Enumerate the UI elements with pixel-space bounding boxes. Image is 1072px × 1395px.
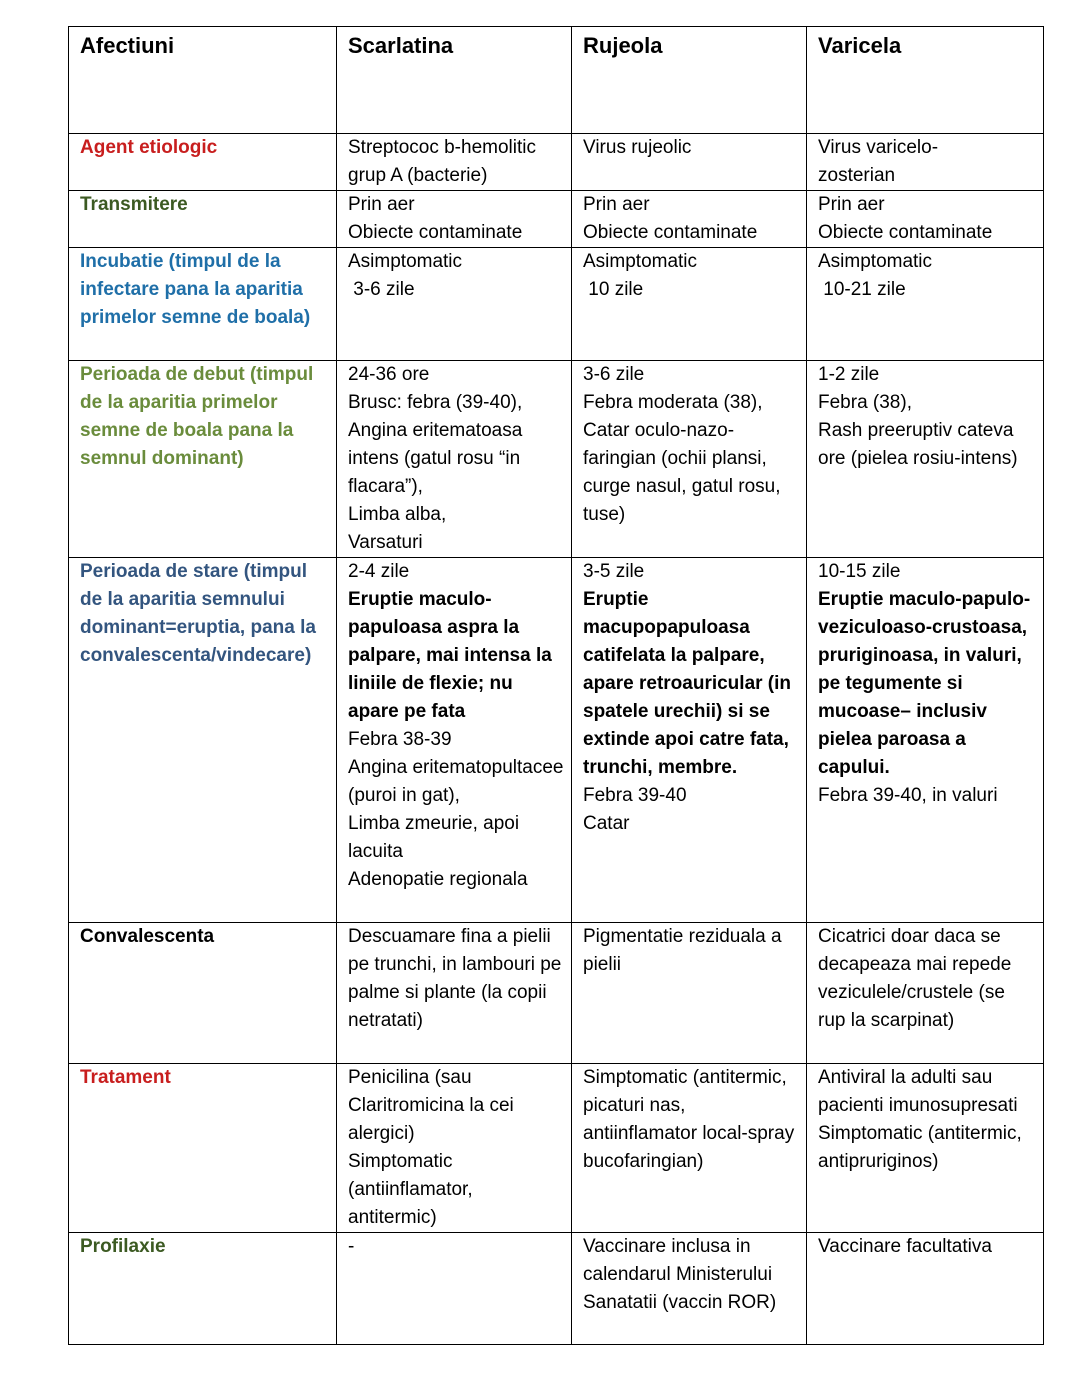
cell-text: Obiecte contaminate xyxy=(818,222,993,243)
cell-text: 2-4 zile xyxy=(348,561,410,582)
cell-varicela xyxy=(807,1233,1044,1345)
cell-text: Obiecte contaminate xyxy=(348,222,523,243)
cell-text: 24-36 ore xyxy=(348,364,430,385)
header-varicela: Varicela xyxy=(807,27,1044,134)
header-rujeola: Rujeola xyxy=(572,27,807,134)
cell-text: Virus rujeolic xyxy=(583,137,692,158)
row-label: Incubatie (timpul de la infectare pana la aparitia primelor semne de boala) xyxy=(69,248,337,361)
cell-text: Catar xyxy=(583,813,630,834)
cell-scarlatina xyxy=(337,191,572,248)
cell-text: Brusc: febra (39-40), xyxy=(348,392,523,413)
cell-text: Prin aer xyxy=(583,194,650,215)
cell-text: Vaccinare inclusa in calendarul Ministerului Sanatatii (vaccin ROR) xyxy=(583,1236,778,1313)
cell-varicela xyxy=(807,923,1044,1064)
cell-text: Febra 38-39 xyxy=(348,729,452,750)
cell-scarlatina xyxy=(337,1064,572,1233)
cell-rujeola xyxy=(572,361,807,558)
cell-scarlatina xyxy=(337,558,572,923)
cell-text: Descuamare fina a pielii pe trunchi, in lambouri pe palme si plante (la copii netratati) xyxy=(348,926,567,1031)
cell-scarlatina xyxy=(337,134,572,191)
table-row xyxy=(69,134,1044,191)
cell-text: Limba zmeurie, apoi lacuita xyxy=(348,813,525,862)
cell-text: Prin aer xyxy=(348,194,415,215)
diseases-table xyxy=(68,26,1044,1345)
row-label: Agent etiologic xyxy=(69,134,337,191)
cell-text: Febra 39-40, in valuri xyxy=(818,785,998,806)
cell-text: Penicilina (sau Claritromicina la cei alergici) xyxy=(348,1067,520,1144)
cell-text: Asimptomatic xyxy=(583,251,698,272)
cell-scarlatina xyxy=(337,248,572,361)
row-label: Convalescenta xyxy=(69,923,337,1064)
cell-bold-text: Eruptie maculo-papuloasa aspra la palpare, mai intensa la liniile de flexie; nu apare pe fata xyxy=(348,589,552,722)
cell-text: Vaccinare facultativa xyxy=(818,1236,992,1257)
table-row xyxy=(69,923,1044,1064)
table-body xyxy=(69,134,1044,1345)
cell-text: zosterian xyxy=(818,165,896,186)
cell-bold-text: Eruptie maculo-papulo-veziculoaso-crustoasa, pruriginoasa, in valuri, pe tegumente si mucoase– inclusiv pielea paroasa a capului. xyxy=(818,589,1031,778)
cell-scarlatina xyxy=(337,923,572,1064)
cell-text: Angina eritematopultacee (puroi in gat), xyxy=(348,757,569,806)
table-row xyxy=(69,361,1044,558)
row-label: Perioada de debut (timpul de la aparitia primelor semne de boala pana la semnul dominant) xyxy=(69,361,337,558)
cell-scarlatina xyxy=(337,1233,572,1345)
cell-text: 1-2 zile xyxy=(818,364,880,385)
cell-rujeola xyxy=(572,134,807,191)
cell-text: Febra 39-40 xyxy=(583,785,687,806)
cell-text: Obiecte contaminate xyxy=(583,222,758,243)
cell-varicela xyxy=(807,191,1044,248)
row-label: Profilaxie xyxy=(69,1233,337,1345)
table-row xyxy=(69,1064,1044,1233)
cell-rujeola xyxy=(572,191,807,248)
cell-text: Pigmentatie reziduala a pielii xyxy=(583,926,787,975)
cell-text: Catar oculo-nazo-faringian (ochii plansi, curge nasul, gatul rosu, tuse) xyxy=(583,420,786,525)
cell-rujeola xyxy=(572,1233,807,1345)
cell-text: Virus varicelo- xyxy=(818,137,939,158)
cell-rujeola xyxy=(572,1064,807,1233)
table-row xyxy=(69,248,1044,361)
header-row xyxy=(69,27,1044,134)
cell-text: Asimptomatic xyxy=(818,251,933,272)
cell-text: 3-6 zile xyxy=(348,279,415,300)
row-label: Transmitere xyxy=(69,191,337,248)
cell-text: Simptomatic (antitermic, picaturi nas, antiinflamator local-spray bucofaringian) xyxy=(583,1067,800,1172)
cell-text: Adenopatie regionala xyxy=(348,869,528,890)
cell-text: 3-6 zile xyxy=(583,364,645,385)
cell-text: Prin aer xyxy=(818,194,885,215)
header-scarlatina: Scarlatina xyxy=(337,27,572,134)
cell-rujeola xyxy=(572,923,807,1064)
cell-text: 10-15 zile xyxy=(818,561,901,582)
table-row xyxy=(69,191,1044,248)
cell-rujeola xyxy=(572,558,807,923)
row-label: Perioada de stare (timpul de la aparitia semnului dominant=eruptia, pana la convalescenta/vindecare) xyxy=(69,558,337,923)
table-row xyxy=(69,1233,1044,1345)
cell-varicela xyxy=(807,361,1044,558)
cell-text: Streptococ b-hemolitic xyxy=(348,137,536,158)
cell-text: grup A (bacterie) xyxy=(348,165,488,186)
cell-text: - xyxy=(348,1236,355,1257)
cell-text: Cicatrici doar daca se decapeaza mai repede veziculele/crustele (se rup la scarpinat) xyxy=(818,926,1017,1031)
cell-text: 10 zile xyxy=(583,279,644,300)
cell-rujeola xyxy=(572,248,807,361)
cell-text: Antiviral la adulti sau pacienti imunosupresati xyxy=(818,1067,1018,1116)
cell-varicela xyxy=(807,558,1044,923)
cell-varicela xyxy=(807,134,1044,191)
table-row xyxy=(69,558,1044,923)
cell-text: Angina eritematoasa intens (gatul rosu “in flacara”), xyxy=(348,420,528,497)
cell-text: Simptomatic (antitermic, antipruriginos) xyxy=(818,1123,1028,1172)
cell-text: Simptomatic (antiinflamator, antitermic) xyxy=(348,1151,478,1228)
cell-scarlatina xyxy=(337,361,572,558)
cell-bold-text: Eruptie macupopapuloasa catifelata la palpare, apare retroauricular (in spatele urechii) si se extinde apoi catre fata, trunchi, membre. xyxy=(583,589,792,778)
row-label: Tratament xyxy=(69,1064,337,1233)
cell-text: Rash preeruptiv cateva ore (pielea rosiu-intens) xyxy=(818,420,1019,469)
cell-text: Febra moderata (38), xyxy=(583,392,763,413)
cell-text: Asimptomatic xyxy=(348,251,463,272)
cell-text: 3-5 zile xyxy=(583,561,645,582)
cell-text: 10-21 zile xyxy=(818,279,906,300)
cell-varicela xyxy=(807,248,1044,361)
cell-text: Limba alba, xyxy=(348,504,447,525)
header-afectiuni: Afectiuni xyxy=(69,27,337,134)
cell-varicela xyxy=(807,1064,1044,1233)
cell-text: Varsaturi xyxy=(348,532,423,553)
cell-text: Febra (38), xyxy=(818,392,912,413)
